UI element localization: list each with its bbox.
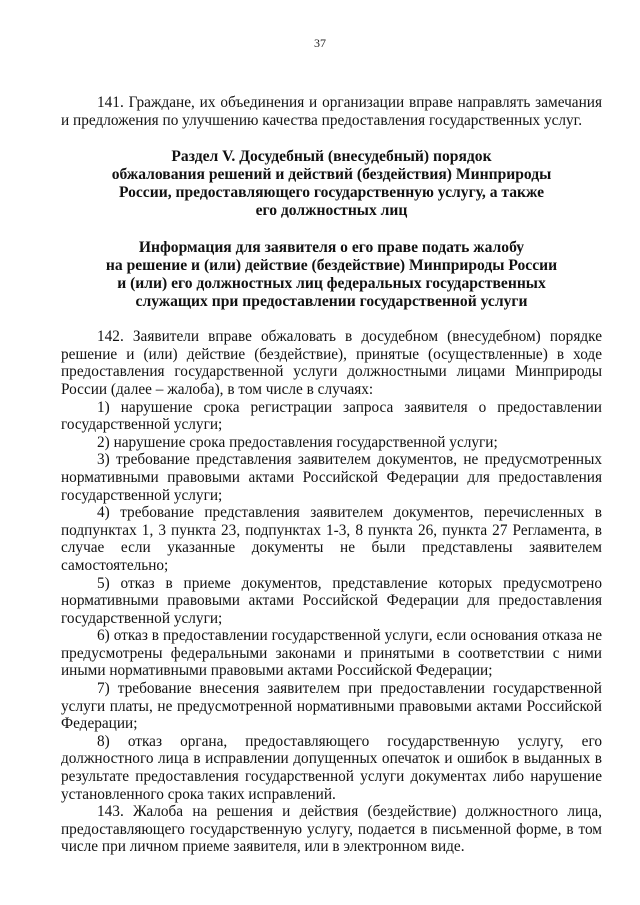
list-item: 7) требование внесения заявителем при предоставлении государственной услуги платы, не предусмотренной нормативными правовыми актами Российской Федерации; (61, 680, 602, 733)
list-item: 4) требование представления заявителем документов, перечисленных в подпунктах 1, 3 пункта 23, подпунктах 1-3, 8 пункта 26, пункта 27 Регламента, в случае если указанные документы не были представлены заявителем самостоятельно; (61, 504, 602, 574)
info-heading-line: служащих при предоставлении государственной услуги (135, 293, 528, 311)
list-item: 1) нарушение срока регистрации запроса заявителя о предоставлении государственной услуги; (61, 398, 602, 434)
section-heading-line: России, предоставляющего государственную услугу, а также (118, 184, 545, 202)
section-heading-line: его должностных лиц (255, 202, 408, 220)
paragraph-142: 142. Заявители вправе обжаловать в досудебном (внесудебном) порядке решение и (или) действие (бездействие), принятые (осуществленные) в ходе предоставления государственной услуги должностными лицами Минприроды России (далее – жалоба), в том числе в случаях: (61, 328, 602, 398)
list-item: 5) отказ в приеме документов, представление которых предусмотрено нормативными правовыми актами Российской Федерации для предоставления государственной услуги; (61, 574, 602, 627)
list-item: 8) отказ органа, предоставляющего государственную услугу, его должностного лица в исправлении допущенных опечаток и ошибок в выданных в результате предоставления государственной услуги документах либо нарушение установленного срока таких исправлений. (61, 732, 602, 803)
section-heading-line: Раздел V. Досудебный (внесудебный) порядок (171, 148, 492, 166)
list-item: 6) отказ в предоставлении государственной услуги, если основания отказа не предусмотрены федеральными законами и принятыми в соответствии с ними иными нормативными правовыми актами Российской Федерации; (61, 627, 602, 680)
paragraph-143: 143. Жалоба на решения и действия (бездействие) должностного лица, предоставляющего государственную услугу, подается в письменной форме, в том числе при личном приеме заявителя, или в электронном виде. (61, 803, 602, 856)
document-body (61, 94, 602, 856)
section-heading-line: обжалования решений и действий (бездействия) Минприроды (111, 166, 552, 184)
info-heading-line: и (или) его должностных лиц федеральных государственных (117, 275, 546, 293)
info-heading-line: на решение и (или) действие (бездействие) Минприроды России (105, 257, 558, 275)
list-item: 3) требование представления заявителем документов, не предусмотренных нормативными правовыми актами Российской Федерации для предоставления государственной услуги; (61, 451, 602, 504)
info-heading (61, 239, 602, 311)
list-item: 2) нарушение срока предоставления государственной услуги; (97, 433, 498, 451)
paragraph-141: 141. Граждане, их объединения и организации вправе направлять замечания и предложения по улучшению качества предоставления государственных услуг. (61, 94, 602, 129)
page-number: 37 (314, 36, 326, 50)
info-heading-line: Информация для заявителя о его праве подать жалобу (138, 239, 525, 257)
section-heading (61, 148, 602, 220)
